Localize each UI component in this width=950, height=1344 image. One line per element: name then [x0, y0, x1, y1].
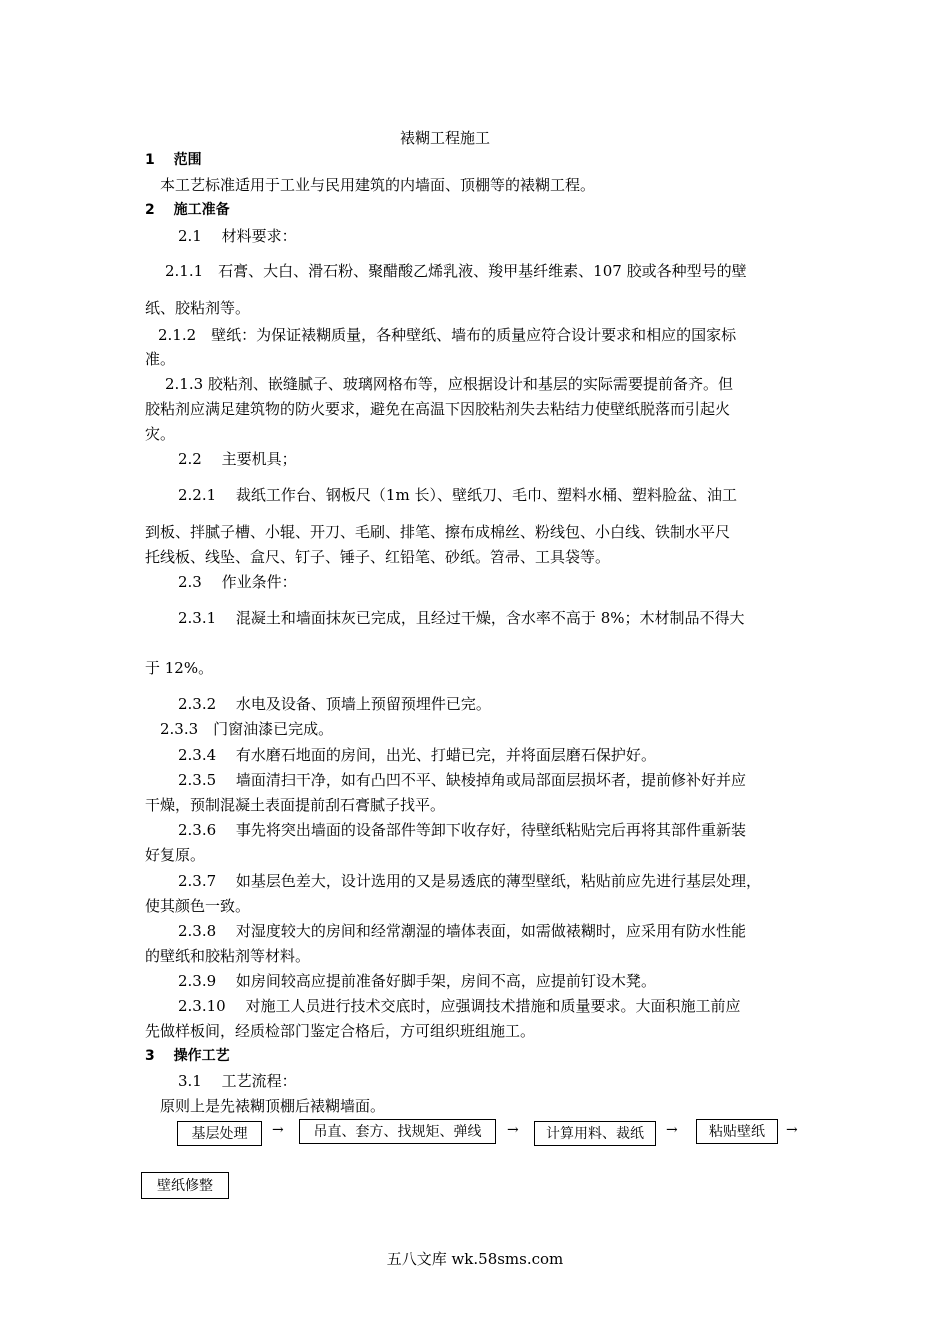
- paragraph-line: 本工艺标准适用于工业与民用建筑的内墙面、顶棚等的裱糊工程。: [160, 176, 596, 194]
- paragraph-line: 2.3.6 事先将突出墙面的设备部件等卸下收存好，待壁纸粘贴完后再将其部件重新装: [178, 821, 746, 839]
- paragraph-line: 2.3.10 对施工人员进行技术交底时，应强调技术措施和质量要求。大面积施工前应: [178, 997, 741, 1015]
- page-title: 裱糊工程施工: [400, 129, 491, 147]
- section-heading: 1 范围: [145, 152, 202, 168]
- flow-arrow-icon: →: [507, 1122, 519, 1138]
- paragraph-line: 准。: [145, 350, 176, 368]
- flow-step-trim-wallpaper: 壁纸修整: [141, 1172, 229, 1199]
- flow-step-base-treatment: 基层处理: [177, 1121, 262, 1146]
- paragraph-line: 2.1.2 壁纸：为保证裱糊质量，各种壁纸、墙布的质量应符合设计要求和相应的国家标: [158, 326, 737, 344]
- flow-arrow-icon: →: [666, 1122, 678, 1138]
- subsection-heading: 2.3 作业条件：: [178, 573, 297, 591]
- paragraph-line: 2.3.8 对湿度较大的房间和经常潮湿的墙体表面，如需做裱糊时，应采用有防水性能: [178, 922, 746, 940]
- section-heading: 3 操作工艺: [145, 1048, 230, 1064]
- paragraph-line: 2.3.2 水电及设备、顶墙上预留预埋件已完。: [178, 695, 491, 713]
- section-heading: 2 施工准备: [145, 202, 230, 218]
- paragraph-line: 2.3.1 混凝土和墙面抹灰已完成，且经过干燥，含水率不高于 8%；木材制品不得大: [178, 609, 745, 627]
- footer-watermark: 五八文库 wk.58sms.com: [386, 1250, 564, 1268]
- paragraph-line: 2.3.4 有水磨石地面的房间，出光、打蜡已完，并将面层磨石保护好。: [178, 746, 656, 764]
- paragraph-line: 于 12%。: [145, 659, 214, 677]
- flow-arrow-icon: →: [786, 1122, 798, 1138]
- paragraph-line: 2.3.7 如基层色差大，设计选用的又是易透底的薄型壁纸，粘贴前应先进行基层处理，: [178, 872, 761, 890]
- paragraph-line: 胶粘剂应满足建筑物的防火要求，避免在高温下因胶粘剂失去粘结力使壁纸脱落而引起火: [145, 400, 731, 418]
- subsection-heading: 2.2 主要机具；: [178, 450, 297, 468]
- paragraph-line: 纸、胶粘剂等。: [145, 299, 251, 317]
- paragraph-line: 2.3.5 墙面清扫干净，如有凸凹不平、缺棱掉角或局部面层损坏者，提前修补好并应: [178, 771, 746, 789]
- paragraph-line: 干燥，预制混凝土表面提前刮石膏腻子找平。: [145, 796, 446, 814]
- subsection-heading: 2.1 材料要求：: [178, 227, 297, 245]
- paragraph-line: 2.3.9 如房间较高应提前准备好脚手架，房间不高，应提前钉设木凳。: [178, 972, 656, 990]
- paragraph-line: 2.2.1 裁纸工作台、钢板尺（1m 长）、壁纸刀、毛巾、塑料水桶、塑料脸盆、油工: [178, 486, 737, 504]
- flow-step-paste-wallpaper: 粘贴壁纸: [696, 1119, 778, 1144]
- paragraph-line: 托线板、线坠、盒尺、钉子、锤子、红铅笔、砂纸。笤帚、工具袋等。: [145, 548, 611, 566]
- paragraph-line: 到板、拌腻子槽、小辊、开刀、毛刷、排笔、擦布成棉丝、粉线包、小白线、铁制水平尺: [145, 523, 731, 541]
- flow-step-calculate-cut-paper: 计算用料、裁纸: [534, 1121, 656, 1146]
- paragraph-line: 使其颜色一致。: [145, 897, 251, 915]
- flow-step-plumb-square-snap-line: 吊直、套方、找规矩、弹线: [299, 1119, 496, 1144]
- subsection-heading: 3.1 工艺流程：: [178, 1072, 297, 1090]
- paragraph-line: 2.1.3 胶粘剂、嵌缝腻子、玻璃网格布等，应根据设计和基层的实际需要提前备齐。但: [165, 375, 733, 393]
- paragraph-line: 的壁纸和胶粘剂等材料。: [145, 947, 311, 965]
- paragraph-line: 先做样板间，经质检部门鉴定合格后，方可组织班组施工。: [145, 1022, 536, 1040]
- paragraph-line: 2.1.1 石膏、大白、滑石粉、聚醋酸乙烯乳液、羧甲基纤维素、107 胶或各种型号的壁: [165, 262, 747, 280]
- paragraph-line: 原则上是先裱糊顶棚后裱糊墙面。: [160, 1097, 386, 1115]
- paragraph-line: 灾。: [145, 425, 176, 443]
- paragraph-line: 2.3.3 门窗油漆已完成。: [160, 720, 334, 738]
- flow-arrow-icon: →: [272, 1122, 284, 1138]
- paragraph-line: 好复原。: [145, 846, 206, 864]
